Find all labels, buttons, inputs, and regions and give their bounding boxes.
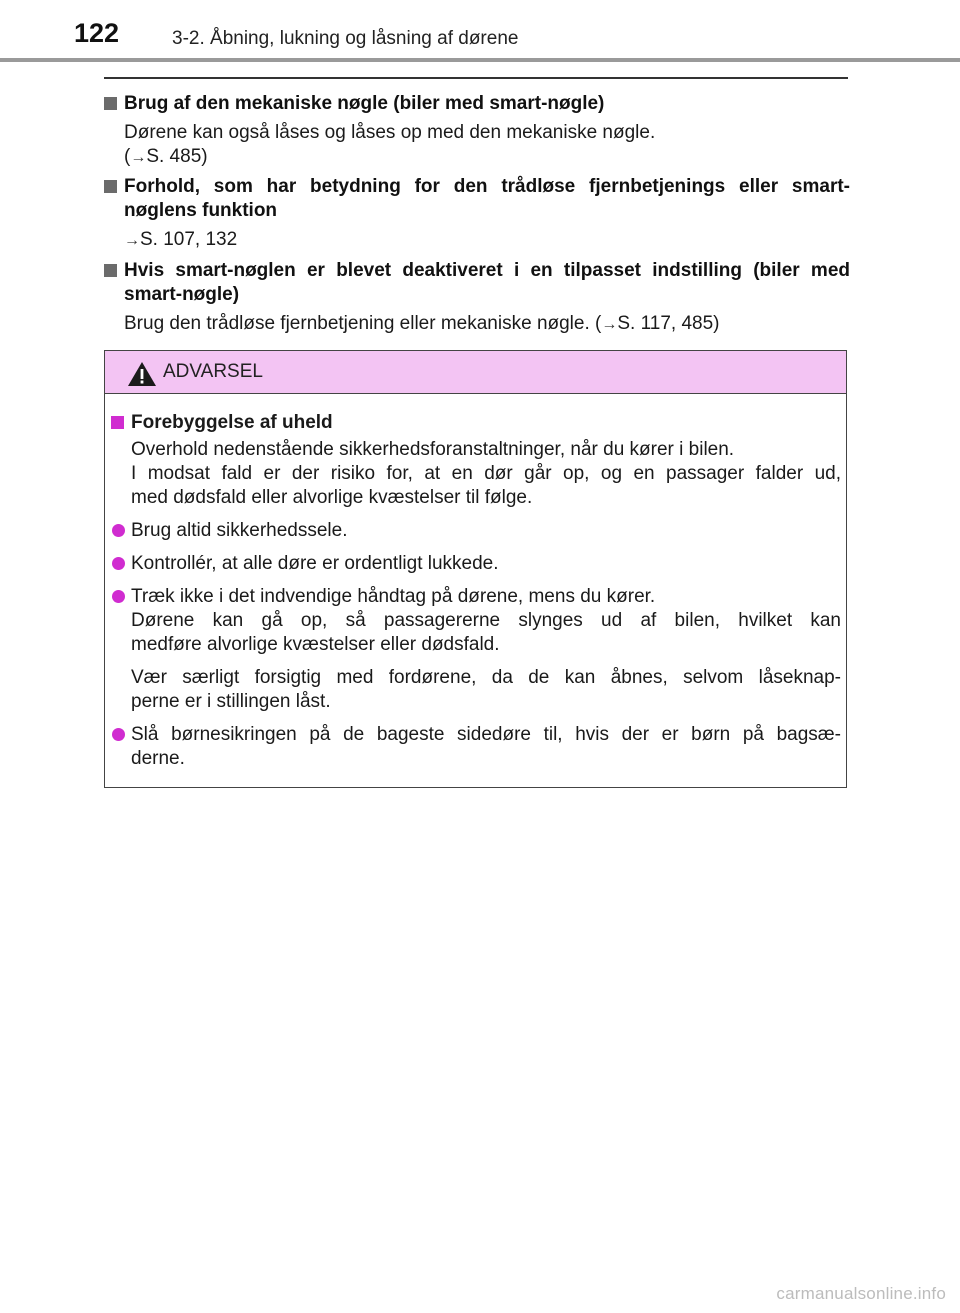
warning-body bbox=[111, 411, 841, 771]
list-item: Brug altid sikkerhedssele. bbox=[111, 519, 841, 543]
list-item-note: Vær særligt forsigtig med fordørene, da de kan åbnes, selvom låseknap- perne er i stillingen låst. bbox=[131, 667, 841, 712]
square-bullet-icon bbox=[104, 180, 117, 193]
section-body: Brug den trådløse fjernbetjening eller mekaniske nøgle. (→S. 117, 485) bbox=[124, 313, 720, 334]
section-body: Dørene kan også låses og låses op med den mekaniske nøgle. (→S. 485) bbox=[124, 122, 656, 167]
watermark-logo: carmanualsonline.info bbox=[776, 1284, 946, 1303]
warning-triangle-icon bbox=[127, 361, 157, 387]
section-heading: Hvis smart-nøglen er blevet deaktiveret i en tilpasset indstilling (biler med smart-nøgle) bbox=[104, 259, 850, 307]
section-divider bbox=[104, 77, 848, 79]
header-divider bbox=[0, 58, 960, 62]
list-item: Kontrollér, at alle døre er ordentligt lukkede. bbox=[111, 552, 841, 576]
page-reference-link[interactable]: S. 107, 132 bbox=[140, 229, 238, 250]
circle-bullet-icon bbox=[112, 728, 125, 741]
page-header bbox=[0, 0, 960, 62]
section-mechanical-key bbox=[104, 92, 850, 170]
arrow-right-icon: → bbox=[124, 232, 140, 249]
circle-bullet-icon bbox=[112, 524, 125, 537]
warning-subheading: Forebyggelse af uheld bbox=[111, 411, 841, 435]
circle-bullet-icon bbox=[112, 557, 125, 570]
square-bullet-icon bbox=[111, 416, 124, 429]
square-bullet-icon bbox=[104, 264, 117, 277]
arrow-right-icon: → bbox=[130, 149, 147, 166]
page-reference-link[interactable]: S. 117, 485) bbox=[617, 313, 720, 334]
warning-header bbox=[105, 351, 846, 394]
list-item: Slå børnesikringen på de bageste sidedøre til, hvis der er børn på bagsæ- derne. bbox=[111, 723, 841, 771]
list-item: Træk ikke i det indvendige håndtag på dørene, mens du kører. Dørene kan gå op, så passagererne slynges ud af bilen, hvilket kan medføre alvorlige kvæstelser eller dødsfald. bbox=[111, 585, 841, 657]
section-remote-conditions bbox=[104, 175, 850, 253]
section-smart-key-deactivated bbox=[104, 259, 850, 337]
warning-label: ADVARSEL bbox=[163, 361, 263, 382]
warning-intro: Overhold nedenstående sikkerhedsforanstaltninger, når du kører i bilen. I modsat fald er der risiko for, at en dør går op, og en passager falder ud, med dødsfald eller alvorlige kvæstelser til følge. bbox=[131, 439, 841, 508]
circle-bullet-icon bbox=[112, 590, 125, 603]
chapter-title: 3-2. Åbning, lukning og låsning af dørene bbox=[172, 28, 519, 49]
page-reference-link[interactable]: S. 485) bbox=[146, 146, 208, 167]
warning-box bbox=[104, 350, 847, 788]
arrow-right-icon: → bbox=[601, 316, 618, 333]
section-heading: Forhold, som har betydning for den trådløse fjernbetjenings eller smart- nøglens funktion bbox=[104, 175, 850, 223]
page-number: 122 bbox=[74, 18, 120, 48]
section-body bbox=[104, 228, 850, 253]
section-heading: Brug af den mekaniske nøgle (biler med smart-nøgle) bbox=[104, 92, 850, 116]
square-bullet-icon bbox=[104, 97, 117, 110]
